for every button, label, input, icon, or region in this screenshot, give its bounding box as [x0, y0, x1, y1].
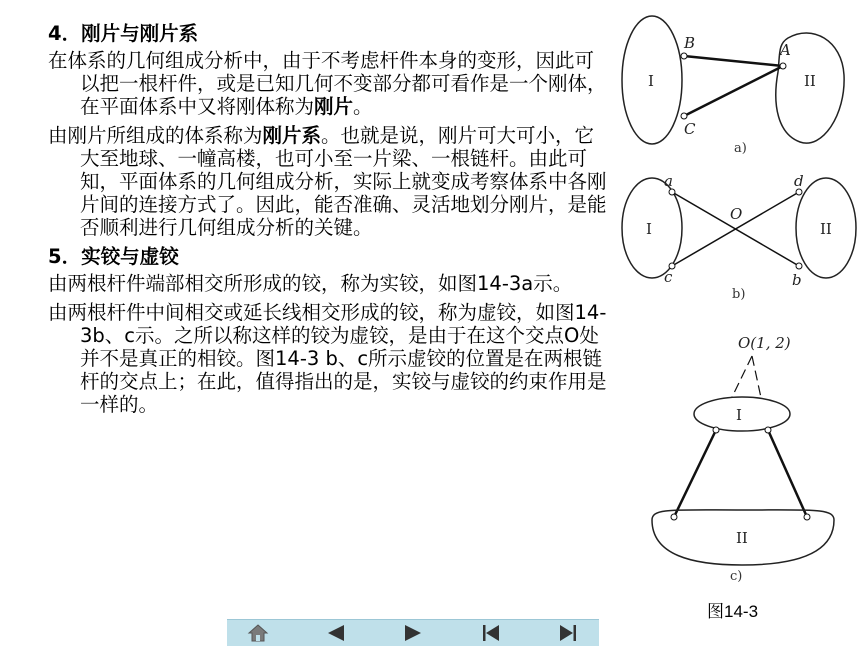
label-c: C: [684, 120, 696, 138]
body-label-2-b: II: [820, 220, 832, 238]
first-button[interactable]: [460, 620, 522, 646]
body-label-1: I: [648, 72, 654, 90]
sub-caption-b: b): [732, 287, 746, 302]
figure-14-3: [612, 10, 860, 620]
rigid-body-1-c: [694, 397, 790, 431]
skip-first-icon: [480, 623, 502, 643]
heading-hinges: 5．实铰与虚铰: [48, 245, 179, 268]
paragraph-rigid-body: 在体系的几何组成分析中，由于不考虑杆件本身的变形，因此可以把一根杆件，或是已知几何不变部分都可看作是一个刚体，在平面体系中又将刚体称为刚片。: [48, 49, 607, 118]
label-virtual-hinge: O(1, 2): [738, 334, 791, 352]
paragraph-real-hinge: 由两根杆件端部相交所形成的铰，称为实铰，如图14-3a示。: [48, 272, 573, 295]
body-label-1-b: I: [646, 220, 652, 238]
hinge-b-b: [796, 263, 802, 269]
content-text: [48, 22, 608, 422]
previous-button[interactable]: [305, 620, 367, 646]
figure-caption: 图14-3: [707, 602, 759, 621]
body-label-2-c: II: [736, 529, 748, 547]
label-d-lower: d: [794, 172, 804, 190]
hinge-upper-left: [713, 427, 719, 433]
link-bar-ba: [684, 56, 783, 66]
label-a: A: [780, 41, 791, 59]
home-button[interactable]: [227, 620, 289, 646]
link-bar-right: [768, 430, 807, 517]
hinge-lower-right: [804, 514, 810, 520]
last-button[interactable]: [537, 620, 599, 646]
sub-caption-a: a): [734, 141, 747, 156]
label-c-lower: c: [664, 268, 673, 286]
link-bar-left: [674, 430, 716, 517]
paragraph-virtual-hinge: 由两根杆件中间相交或延长线相交形成的铰，称为虚铰，如图14-3b、c示。之所以称这样的铰为虚铰，是由于在这个交点O处并不是真正的相铰。图14-3 b、c所示虚铰的位置是在两根链杆的交点上；在此，值得指出的是，实铰与虚铰的约束作用是一样的。: [48, 301, 607, 416]
label-b-lower: b: [792, 271, 802, 289]
link-bar-ca: [684, 66, 783, 116]
skip-last-icon: [557, 623, 579, 643]
hinge-c: [681, 113, 687, 119]
sub-caption-c: c): [730, 569, 743, 584]
figure-a: [622, 16, 844, 156]
figure-c: [652, 334, 834, 584]
body-label-2: II: [804, 72, 816, 90]
hinge-b: [681, 53, 687, 59]
next-button[interactable]: [382, 620, 444, 646]
hinge-lower-left: [671, 514, 677, 520]
triangle-right-icon: [402, 623, 424, 643]
label-a-lower: a: [664, 172, 673, 190]
figure-b: [622, 172, 856, 302]
body-label-1-c: I: [736, 406, 742, 424]
navigation-bar: [227, 619, 599, 646]
heading-rigid-body: 4．刚片与刚片系: [48, 22, 199, 45]
hinge-a: [780, 63, 786, 69]
label-o: O: [730, 205, 743, 223]
triangle-left-icon: [325, 623, 347, 643]
figure-diagrams: [612, 10, 860, 600]
hinge-upper-right: [765, 427, 771, 433]
paragraph-rigid-system: 由刚片所组成的体系称为刚片系。也就是说，刚片可大可小，它大至地球、一幢高楼，也可小至一片梁、一根链杆。由此可知，平面体系的几何组成分析，实际上就变成考察体系中各刚片间的连接方式了。因此，能否准确、灵活地划分刚片，是能否顺利进行几何组成分析的关键。: [48, 124, 607, 239]
home-icon: [247, 623, 269, 643]
label-b: B: [684, 34, 696, 52]
